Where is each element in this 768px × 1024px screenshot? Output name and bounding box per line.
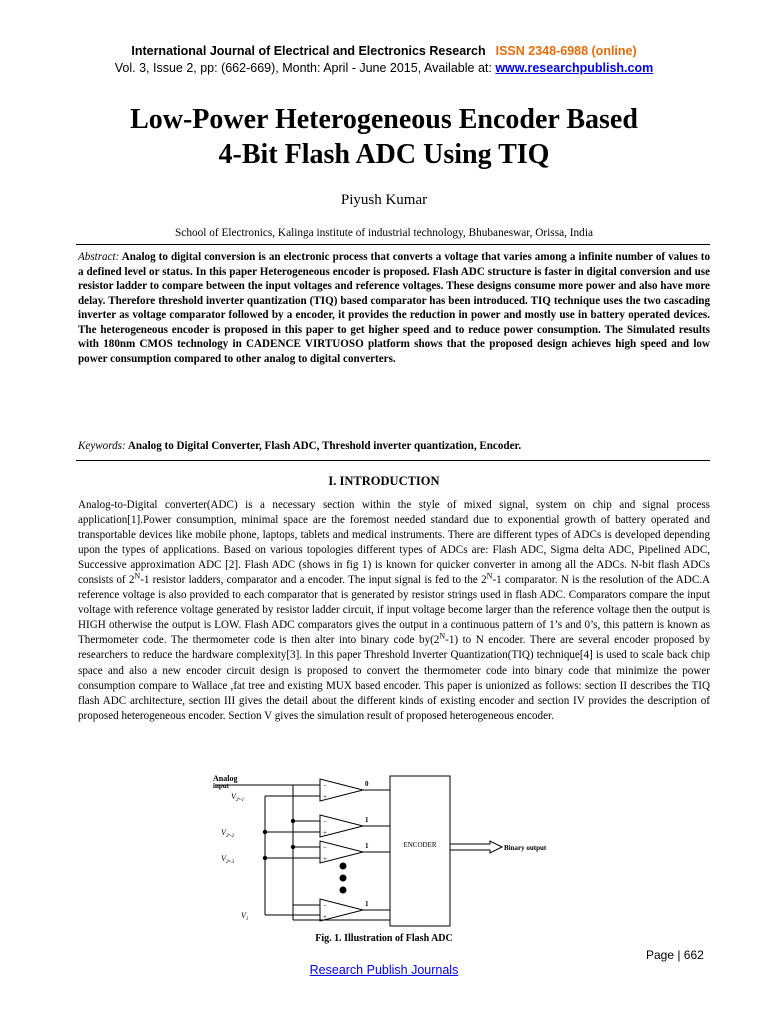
footer-link[interactable]: Research Publish Journals (309, 963, 459, 977)
vref-label-3: $V_{2^n-3}$ (221, 854, 235, 865)
binary-output-arrow (450, 841, 502, 853)
encoder-label: ENCODER (403, 841, 437, 849)
author-affiliation: School of Electronics, Kalinga institute of industrial technology, Bhubaneswar, Orissa, India (175, 227, 593, 239)
vref-label-1: $V_{2^n-1}$ (231, 792, 245, 803)
keywords-text: Analog to Digital Converter, Flash ADC, Threshold inverter quantization, Encoder. (127, 440, 522, 452)
title-line-2: 4-Bit Flash ADC Using TIQ (218, 139, 550, 170)
junction-dot (291, 819, 295, 823)
issn-label: ISSN 2348-6988 (online) (495, 44, 637, 58)
title-line-1: Low-Power Heterogeneous Encoder Based (130, 104, 638, 135)
journal-url-link[interactable]: www.researchpublish.com (495, 61, 654, 75)
paper-title (0, 102, 768, 172)
comparator-minus: − (323, 818, 327, 826)
ellipsis-dot (340, 875, 347, 882)
keywords-label: Keywords: (78, 440, 126, 452)
flash-adc-diagram (205, 772, 575, 928)
binary-output-label: Binary output (504, 844, 547, 852)
vref-label-2: $V_{2^n-2}$ (221, 828, 235, 839)
journal-volume-line (0, 61, 768, 75)
comparator-minus: − (323, 782, 327, 790)
junction-dot (291, 845, 295, 849)
superscript-n: N (134, 571, 141, 581)
comparator-minus: − (323, 844, 327, 852)
section-heading-introduction: I. INTRODUCTION (328, 474, 440, 488)
comparator-plus: + (323, 855, 327, 863)
comparator-plus: + (323, 913, 327, 921)
analog-input-label: Analog (213, 774, 238, 783)
output-bit-2: 1 (365, 842, 369, 850)
keywords (78, 440, 710, 452)
introduction-paragraph (78, 498, 710, 724)
comparator-plus: + (323, 829, 327, 837)
analog-input-label-2: input (213, 782, 229, 790)
bottom-divider (76, 460, 710, 461)
page-number: Page | 662 (646, 948, 704, 962)
abstract (78, 250, 710, 366)
junction-dot (263, 856, 267, 860)
encoder-block (390, 776, 450, 926)
abstract-label: Abstract: (78, 251, 120, 263)
junction-dot (263, 830, 267, 834)
author-name: Piyush Kumar (340, 192, 428, 208)
journal-header (0, 44, 768, 58)
ellipsis-dot (340, 863, 347, 870)
superscript-n: N (486, 571, 493, 581)
volume-info: Vol. 3, Issue 2, pp: (662-669), Month: April - June 2015, Available at: (114, 61, 496, 75)
intro-text-4: -1) to N encoder. There are several encoder proposed by researchers to reduce the hardware complexity[3]. In this paper Threshold Inverter Quantization(TIQ) technique[4] is used to scale back chip space and also a new encoder circuit design is proposed to convert the thermometer code into binary code that minimize the power consumption compare to Wallace ,fat tree and existing MUX based encoder. This paper is unionized as follows: section II describes the TIQ flash ADC architecture, section III gives the detail about the different kinds of existing encoder and section IV provides the description of proposed heterogeneous encoder. Section V gives the simulation result of proposed heterogeneous encoder. (78, 634, 710, 722)
superscript-n: N (439, 631, 446, 641)
output-bit-1: 1 (365, 816, 369, 824)
output-bit-3: 1 (365, 900, 369, 908)
abstract-text: Analog to digital conversion is an electronic process that converts a voltage that varies among a infinite number of values to a defined level or status. In this paper Heterogeneous encoder is proposed. Flash ADC structure is faster in digital conversion and use resistor ladder to compare between the input voltages and reference voltages. These designs consume more power and also have more delay. Therefore threshold inverter quantization (TIQ) based comparator has been introduced. TIQ technique uses the two cascading inverter as voltage comparator followed by a encoder, it provides the reduction in power and mostly use in battery operated devices. The heterogeneous encoder is proposed in this paper to get higher speed and to reduce power consumption. The Simulated results with 180nm CMOS technology in CADENCE VIRTUOSO platform shows that the proposed design achieves high speed and low power consumption compared to other analog to digital converters. (78, 251, 710, 365)
comparator-minus: − (323, 902, 327, 910)
output-bit-0: 0 (365, 780, 369, 788)
journal-name: International Journal of Electrical and Electronics Research (131, 44, 486, 58)
intro-text-2: -1 resistor ladders, comparator and a encoder. The input signal is fed to the 2 (140, 574, 487, 587)
ellipsis-dot (340, 887, 347, 894)
comparator-plus: + (323, 793, 327, 801)
top-divider (76, 244, 710, 245)
vref-label-4: $V_1$ (241, 911, 249, 922)
intro-text-1: Analog-to-Digital converter(ADC) is a necessary section within the style of mixed signal, system on chip and signal process application[1].Power consumption, minimal space are the foremost needed standard due to exponential growth of battery operated and transportable devices like mobile phone, laptops, tablets and medical instruments. There are different types of ADCs is developed depending upon the types of applications. Based on various topologies different types of ADCs are: Flash ADC, Sigma delta ADC, Pipelined ADC, Successive approximation ADC [2]. Flash ADC (shows in fig 1) is known for quicker converter in among all the ADCs. N-bit flash ADCs consists of 2 (78, 499, 710, 587)
figure-caption: Fig. 1. Illustration of Flash ADC (315, 933, 453, 944)
intro-text-3: -1 comparator. N is the resolution of the ADC.A reference voltage is also provided to each comparator that is generated by resistor strings used in flash ADC. Comparators compare the input voltage with reference voltage generated by resistor ladder circuit, if input voltage become larger than the reference voltage then the output is HIGH otherwise the output is LOW. Flash ADC comparators gives the output in a continuous pattern of 1’s and 0’s, this pattern is known as Thermometer code. The thermometer code is then alter into binary code by(2 (78, 574, 711, 647)
